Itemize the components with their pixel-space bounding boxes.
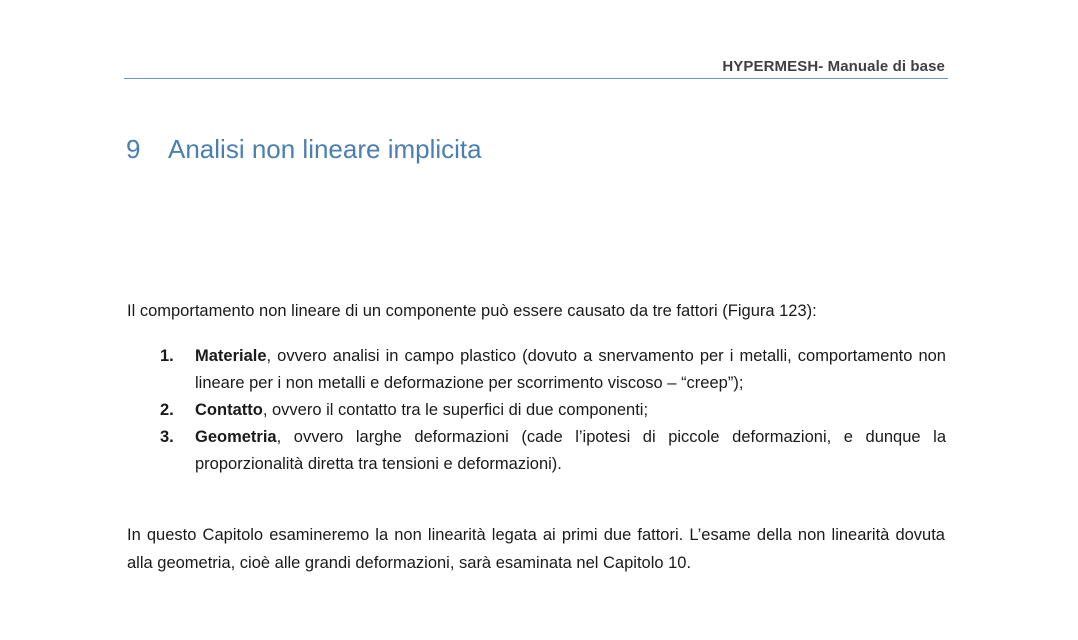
list-item-term: Geometria	[195, 428, 277, 446]
list-item	[160, 343, 946, 397]
list-item-text: , ovvero il contatto tra le superfici di due componenti;	[262, 401, 649, 419]
chapter-title: Analisi non lineare implicita	[168, 134, 482, 164]
chapter-number: 9	[126, 134, 141, 164]
chapter-heading	[126, 134, 482, 165]
list-item-number: 3.	[160, 428, 174, 446]
list-item-number: 2.	[160, 401, 174, 419]
list-item-number: 1.	[160, 347, 174, 365]
list-item	[160, 397, 946, 424]
factors-list	[160, 343, 946, 478]
list-item-text: , ovvero analisi in campo plastico (dovuto a snervamento per i metalli, comportamento non lineare per i non metalli e deformazione per scorrimento viscoso – “creep”);	[195, 347, 946, 392]
list-item-text: , ovvero larghe deformazioni (cade l’ipotesi di piccole deformazioni, e dunque la proporzionalità diretta tra tensioni e deformazioni).	[195, 428, 946, 473]
closing-paragraph: In questo Capitolo esamineremo la non linearità legata ai primi due fattori. L’esame della non linearità dovuta alla geometria, cioè alle grandi deformazioni, sarà esaminata nel Capitolo 10.	[127, 526, 945, 572]
header-title: HYPERMESH- Manuale di base	[722, 58, 945, 75]
list-item-term: Materiale	[195, 347, 267, 365]
list-item-term: Contatto	[195, 401, 263, 419]
list-item	[160, 424, 946, 478]
intro-paragraph: Il comportamento non lineare di un componente può essere causato da tre fattori (Figura 123):	[127, 302, 817, 320]
page-header	[124, 54, 948, 79]
